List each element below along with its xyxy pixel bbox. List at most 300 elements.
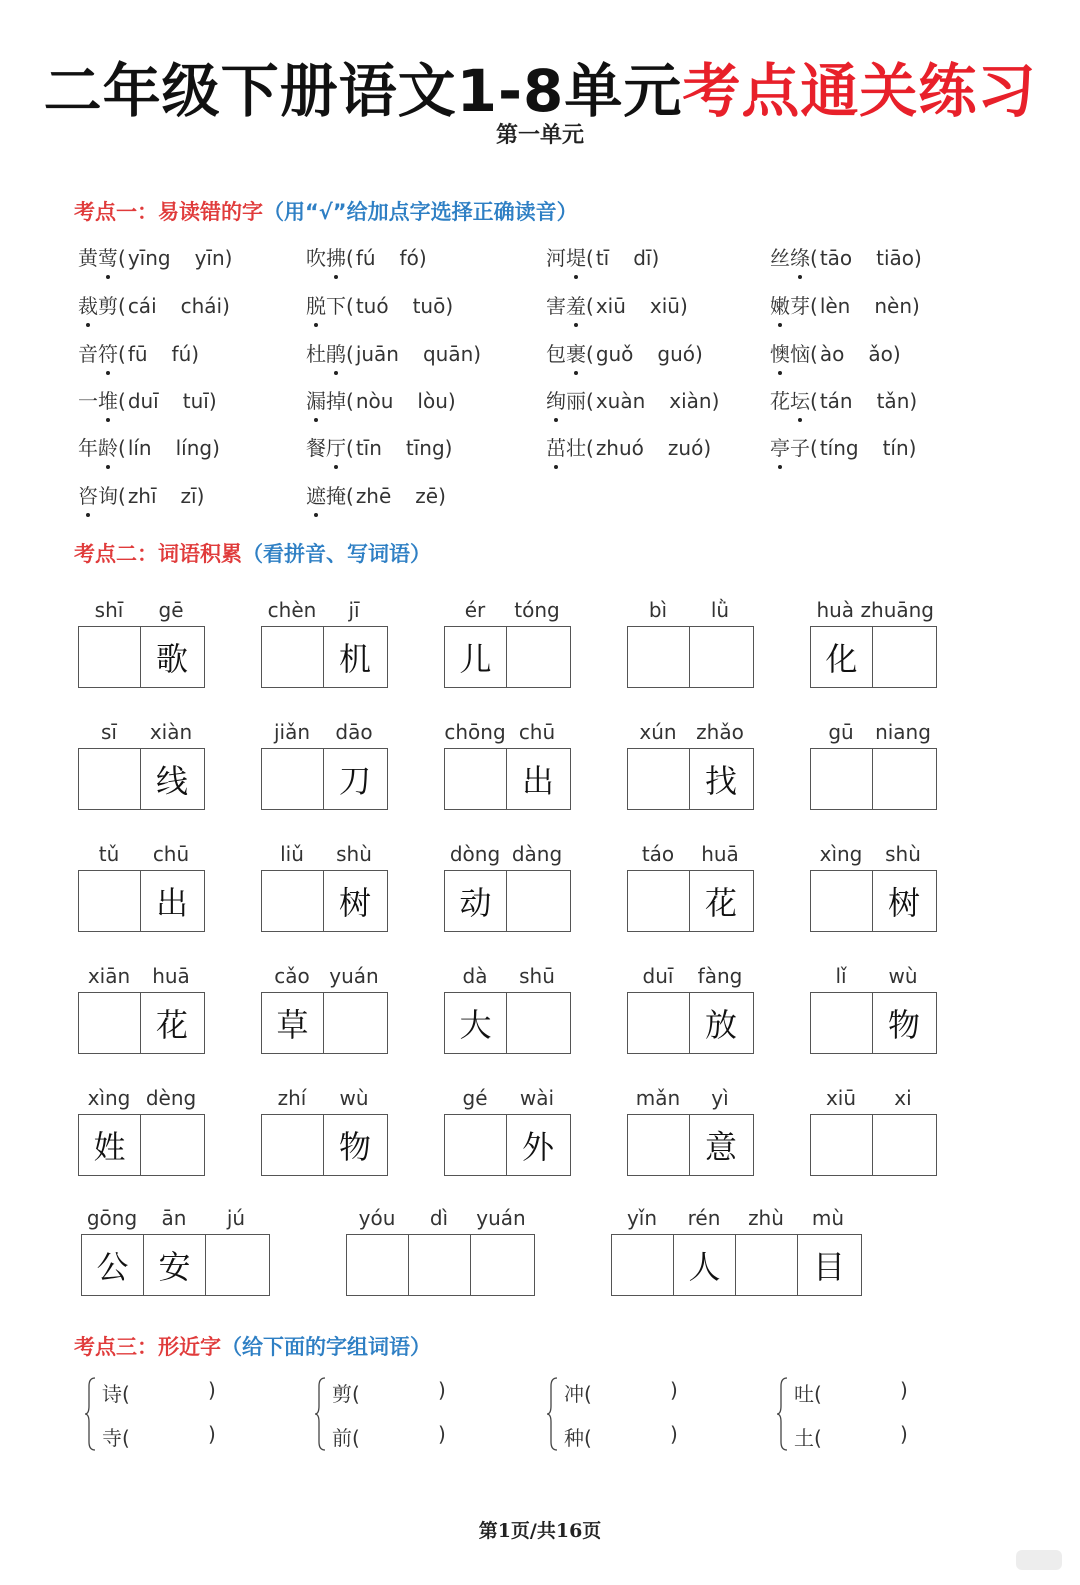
pronunciation-word: 花坛 xyxy=(770,389,810,413)
vocab-item-pinyin xyxy=(627,964,751,988)
paren-close: ) xyxy=(196,484,205,508)
emphasis-dot xyxy=(106,275,110,279)
vocab-item-grid xyxy=(78,870,205,932)
title-main: 二年级下册语文1-8单元 xyxy=(43,57,683,125)
pinyin-syllable: shù xyxy=(336,842,372,866)
reading-option-a[interactable]: tī xyxy=(595,246,610,270)
answer-cell[interactable] xyxy=(324,993,386,1053)
given-char: 外 xyxy=(521,1128,554,1166)
similar-char-line xyxy=(332,1378,446,1407)
given-char-cell xyxy=(445,993,507,1053)
reading-option-b[interactable]: líng xyxy=(175,436,213,460)
answer-cell[interactable] xyxy=(262,871,324,931)
title-accent: 考点通关练习 xyxy=(682,57,1037,125)
given-char: 出 xyxy=(155,884,188,922)
pinyin-syllable: ér xyxy=(464,598,486,622)
pinyin-syllable: gū xyxy=(828,720,854,744)
answer-cell[interactable] xyxy=(811,993,873,1053)
pinyin-syllable: gōng xyxy=(86,1206,138,1230)
vocab-item-pinyin xyxy=(627,842,751,866)
pinyin-syllable: jiǎn xyxy=(273,720,311,744)
paren-open: ( xyxy=(810,342,818,366)
vocab-item-pinyin xyxy=(261,842,385,866)
paren-close: ) xyxy=(695,342,703,366)
similar-char: 寺 xyxy=(102,1426,122,1450)
given-char-cell xyxy=(324,627,386,687)
emphasis-dot xyxy=(574,323,578,327)
similar-char: 前 xyxy=(332,1426,352,1450)
similar-char: 吐 xyxy=(794,1382,814,1406)
pinyin-syllable: tǔ xyxy=(98,842,120,866)
vocab-item-grid xyxy=(627,748,754,810)
emphasis-dot xyxy=(314,418,318,422)
vocab-item-pinyin xyxy=(611,1206,859,1230)
answer-paren-open[interactable]: ( xyxy=(584,1426,592,1450)
given-char-cell xyxy=(873,993,935,1053)
given-char: 人 xyxy=(688,1248,721,1286)
answer-cell[interactable] xyxy=(811,871,873,931)
reading-option-b[interactable]: tǎn xyxy=(876,389,910,413)
pinyin-syllable: huā xyxy=(152,964,190,988)
pronunciation-item xyxy=(306,480,446,509)
pinyin-syllable: xìng xyxy=(819,842,863,866)
similar-char-line xyxy=(332,1422,446,1451)
pronunciation-word: 亭子 xyxy=(770,436,810,460)
given-char: 树 xyxy=(338,884,371,922)
reading-option-a[interactable]: nòu xyxy=(355,389,394,413)
vocab-item-pinyin xyxy=(346,1206,532,1230)
pronunciation-word: 咨询 xyxy=(78,484,118,508)
answer-cell[interactable] xyxy=(628,749,690,809)
emphasis-dot xyxy=(798,275,802,279)
reading-option-b[interactable]: tuō xyxy=(412,294,446,318)
given-char: 找 xyxy=(704,762,737,800)
vocab-item-grid xyxy=(81,1234,270,1296)
given-char-cell xyxy=(82,1235,144,1295)
vocab-item-grid xyxy=(78,626,205,688)
emphasis-dot xyxy=(314,513,318,517)
answer-cell[interactable] xyxy=(206,1235,268,1295)
answer-cell[interactable] xyxy=(347,1235,409,1295)
pronunciation-word: 懊恼 xyxy=(770,342,810,366)
emphasis-dot xyxy=(106,465,110,469)
paren-open: ( xyxy=(810,389,818,413)
pronunciation-item xyxy=(78,290,230,319)
similar-char: 剪 xyxy=(332,1382,352,1406)
paren-open: ( xyxy=(586,246,594,270)
reading-option-b[interactable]: xiàn xyxy=(669,389,712,413)
vocab-item-pinyin xyxy=(444,598,568,622)
given-char: 歌 xyxy=(155,640,188,678)
pinyin-syllable: gé xyxy=(462,1086,488,1110)
pinyin-syllable: fàng xyxy=(697,964,743,988)
pronunciation-word: 害羞 xyxy=(546,294,586,318)
answer-cell[interactable] xyxy=(79,749,141,809)
emphasis-dot xyxy=(334,275,338,279)
paren-close: ) xyxy=(438,484,446,508)
paren-close: ) xyxy=(222,294,230,318)
answer-cell[interactable] xyxy=(873,1115,935,1175)
answer-cell[interactable] xyxy=(811,1115,873,1175)
pinyin-syllable: xiū xyxy=(825,1086,857,1110)
reading-option-a[interactable]: fú xyxy=(355,246,376,270)
reading-option-a[interactable]: tuó xyxy=(355,294,389,318)
answer-paren-open[interactable]: ( xyxy=(122,1426,130,1450)
emphasis-dot xyxy=(86,513,90,517)
reading-option-a[interactable]: duī xyxy=(127,389,159,413)
answer-cell[interactable] xyxy=(736,1235,798,1295)
vocab-item-pinyin xyxy=(810,720,934,744)
similar-char-line xyxy=(102,1422,216,1451)
paren-open: ( xyxy=(346,484,354,508)
pinyin-syllable: dāo xyxy=(335,720,373,744)
vocab-item-grid xyxy=(627,870,754,932)
pinyin-syllable: xiān xyxy=(87,964,131,988)
answer-cell[interactable] xyxy=(690,627,752,687)
answer-paren-open[interactable]: ( xyxy=(584,1382,592,1406)
pinyin-syllable: zhuāng xyxy=(860,598,934,622)
answer-cell[interactable] xyxy=(811,749,873,809)
vocab-item-grid xyxy=(346,1234,535,1296)
paren-open: ( xyxy=(118,436,126,460)
answer-paren-close: ) xyxy=(208,1422,216,1446)
section-2-heading xyxy=(74,538,431,568)
given-char: 树 xyxy=(887,884,920,922)
given-char-cell xyxy=(445,871,507,931)
pinyin-syllable: xi xyxy=(894,1086,912,1110)
vocab-item-grid xyxy=(611,1234,862,1296)
reading-option-b[interactable]: fó xyxy=(399,246,419,270)
paren-open: ( xyxy=(118,342,126,366)
vocab-item-grid xyxy=(627,1114,754,1176)
answer-cell[interactable] xyxy=(507,627,569,687)
pronunciation-word: 茁壮 xyxy=(546,436,586,460)
vocab-item-grid xyxy=(627,992,754,1054)
section-1-label: 考点一：易读错的字 xyxy=(74,200,263,224)
answer-cell[interactable] xyxy=(79,871,141,931)
given-char: 化 xyxy=(825,640,858,678)
answer-cell[interactable] xyxy=(262,749,324,809)
pinyin-syllable: zhǎo xyxy=(696,720,744,744)
pronunciation-word: 年龄 xyxy=(78,436,118,460)
reading-option-a[interactable]: xuàn xyxy=(595,389,646,413)
paren-open: ( xyxy=(118,389,126,413)
section-3-label: 考点三：形近字 xyxy=(74,1335,221,1359)
brace-icon xyxy=(776,1374,788,1454)
answer-cell[interactable] xyxy=(507,871,569,931)
answer-cell[interactable] xyxy=(507,993,569,1053)
paren-close: ) xyxy=(447,389,456,413)
answer-cell[interactable] xyxy=(445,749,507,809)
paren-open: ( xyxy=(346,294,354,318)
vocab-item-pinyin xyxy=(261,598,385,622)
pronunciation-word: 餐厅 xyxy=(306,436,346,460)
paren-open: ( xyxy=(118,484,126,508)
vocab-item-grid xyxy=(78,748,205,810)
reading-option-b[interactable]: tín xyxy=(882,436,909,460)
vocab-item-grid xyxy=(810,748,937,810)
reading-option-b[interactable]: tuī xyxy=(182,389,209,413)
paren-open: ( xyxy=(810,436,818,460)
reading-option-b[interactable]: dī xyxy=(633,246,652,270)
pinyin-syllable: táo xyxy=(641,842,675,866)
section-3-hint: （给下面的字组词语） xyxy=(221,1335,431,1359)
given-char-cell xyxy=(324,871,386,931)
pronunciation-word: 音符 xyxy=(78,342,118,366)
paren-open: ( xyxy=(346,246,354,270)
vocab-item-grid xyxy=(261,626,388,688)
answer-cell[interactable] xyxy=(873,749,935,809)
answer-cell[interactable] xyxy=(628,871,690,931)
paren-open: ( xyxy=(586,294,594,318)
pronunciation-item xyxy=(306,242,427,271)
pinyin-syllable: chōng xyxy=(444,720,506,744)
reading-option-b[interactable]: yīn xyxy=(194,246,225,270)
reading-option-a[interactable]: fū xyxy=(127,342,148,366)
pronunciation-word: 嫩芽 xyxy=(770,294,810,318)
pronunciation-item xyxy=(546,242,659,271)
similar-char-pair xyxy=(776,1374,926,1454)
pinyin-syllable: tóng xyxy=(514,598,560,622)
pronunciation-item xyxy=(546,338,703,367)
answer-cell[interactable] xyxy=(262,1115,324,1175)
given-char-cell xyxy=(141,993,203,1053)
pronunciation-item xyxy=(306,385,456,414)
reading-option-a[interactable]: zhuó xyxy=(595,436,644,460)
vocab-item-grid xyxy=(444,748,571,810)
answer-cell[interactable] xyxy=(262,627,324,687)
pinyin-syllable: shù xyxy=(885,842,921,866)
given-char: 物 xyxy=(338,1128,371,1166)
reading-option-b[interactable]: tīng xyxy=(405,436,445,460)
similar-char-pair xyxy=(314,1374,464,1454)
section-1-hint: （用“√”给加点字选择正确读音） xyxy=(263,200,578,224)
paren-close: ) xyxy=(212,436,220,460)
answer-cell[interactable] xyxy=(873,627,935,687)
answer-paren-open[interactable]: ( xyxy=(122,1382,130,1406)
given-char-cell xyxy=(262,993,324,1053)
pinyin-syllable: lǜ xyxy=(710,598,730,622)
pronunciation-item xyxy=(306,338,481,367)
paren-open: ( xyxy=(346,389,354,413)
reading-option-b[interactable]: ǎo xyxy=(868,342,893,366)
similar-char-pair xyxy=(84,1374,234,1454)
pinyin-syllable: rén xyxy=(687,1206,721,1230)
reading-option-a[interactable]: tíng xyxy=(819,436,859,460)
given-char-cell xyxy=(324,1115,386,1175)
pinyin-syllable: duī xyxy=(642,964,674,988)
pinyin-syllable: xiàn xyxy=(149,720,193,744)
answer-cell[interactable] xyxy=(141,1115,203,1175)
reading-option-a[interactable]: guǒ xyxy=(595,342,634,366)
vocab-item-grid xyxy=(810,1114,937,1176)
paren-close: ) xyxy=(445,294,454,318)
vocab-item-grid xyxy=(627,626,754,688)
reading-option-a[interactable]: lín xyxy=(127,436,152,460)
emphasis-dot xyxy=(314,323,318,327)
answer-cell[interactable] xyxy=(628,1115,690,1175)
reading-option-b[interactable]: guó xyxy=(657,342,696,366)
pinyin-syllable: mù xyxy=(811,1206,845,1230)
pronunciation-word: 吹拂 xyxy=(306,246,346,270)
emphasis-dot xyxy=(554,465,558,469)
reading-option-b[interactable]: tiāo xyxy=(876,246,915,270)
pinyin-syllable: yǐn xyxy=(626,1206,658,1230)
answer-cell[interactable] xyxy=(628,627,690,687)
pinyin-syllable: dòng xyxy=(449,842,501,866)
answer-cell[interactable] xyxy=(628,993,690,1053)
given-char: 动 xyxy=(459,884,492,922)
answer-cell[interactable] xyxy=(471,1235,533,1295)
answer-paren-open[interactable]: ( xyxy=(352,1426,360,1450)
reading-option-a[interactable]: cái xyxy=(127,294,157,318)
similar-char-line xyxy=(794,1378,908,1407)
emphasis-dot xyxy=(574,371,578,375)
emphasis-dot xyxy=(554,418,558,422)
pronunciation-word: 黄莺 xyxy=(78,246,118,270)
reading-option-b[interactable]: zī xyxy=(180,484,197,508)
reading-option-a[interactable]: xiū xyxy=(595,294,626,318)
page-title xyxy=(0,44,1080,128)
vocab-item-pinyin xyxy=(261,964,385,988)
pinyin-syllable: huā xyxy=(701,842,739,866)
emphasis-dot xyxy=(106,371,110,375)
similar-char-line xyxy=(102,1378,216,1407)
paren-close: ) xyxy=(711,389,720,413)
vocab-item-grid xyxy=(810,870,937,932)
given-char: 刀 xyxy=(338,762,371,800)
given-char-cell xyxy=(507,1115,569,1175)
reading-option-a[interactable]: tán xyxy=(819,389,853,413)
answer-paren-close: ) xyxy=(438,1422,446,1446)
pinyin-syllable: zhí xyxy=(277,1086,307,1110)
vocab-item-pinyin xyxy=(627,598,751,622)
answer-cell[interactable] xyxy=(409,1235,471,1295)
reading-option-a[interactable]: zhē xyxy=(355,484,392,508)
vocab-item-pinyin xyxy=(444,842,568,866)
similar-char: 诗 xyxy=(102,1382,122,1406)
vocab-item-grid xyxy=(444,1114,571,1176)
reading-option-b[interactable]: quān xyxy=(422,342,474,366)
section-2-label: 考点二：词语积累 xyxy=(74,542,242,566)
pinyin-syllable: shī xyxy=(94,598,124,622)
answer-cell[interactable] xyxy=(612,1235,674,1295)
pronunciation-item xyxy=(78,432,220,461)
given-char-cell xyxy=(873,871,935,931)
reading-option-a[interactable]: tīn xyxy=(355,436,382,460)
pronunciation-word: 河堤 xyxy=(546,246,586,270)
given-char-cell xyxy=(141,749,203,809)
reading-option-b[interactable]: xiū xyxy=(649,294,680,318)
given-char: 机 xyxy=(338,640,371,678)
pinyin-syllable: chū xyxy=(518,720,556,744)
vocab-item-pinyin xyxy=(627,1086,751,1110)
pinyin-syllable: dà xyxy=(462,964,488,988)
pronunciation-item xyxy=(546,385,719,414)
emphasis-dot xyxy=(574,275,578,279)
given-char-cell xyxy=(507,749,569,809)
vocab-item-pinyin xyxy=(810,598,934,622)
reading-option-b[interactable]: zē xyxy=(415,484,439,508)
vocab-item-pinyin xyxy=(810,964,934,988)
reading-option-a[interactable]: yīng xyxy=(127,246,171,270)
reading-option-b[interactable]: zuó xyxy=(667,436,704,460)
reading-option-a[interactable]: lèn xyxy=(819,294,851,318)
pinyin-syllable: dàng xyxy=(511,842,563,866)
vocab-item-grid xyxy=(78,1114,205,1176)
unit-subtitle: 第一单元 xyxy=(495,123,584,148)
paren-open: ( xyxy=(118,294,126,318)
given-char-cell xyxy=(141,871,203,931)
given-char-cell xyxy=(690,1115,752,1175)
pronunciation-item xyxy=(770,338,901,367)
paren-open: ( xyxy=(810,294,818,318)
vocab-item-grid xyxy=(444,870,571,932)
emphasis-dot xyxy=(86,323,90,327)
vocab-item-pinyin xyxy=(810,1086,934,1110)
given-char: 姓 xyxy=(93,1128,126,1166)
vocab-item-grid xyxy=(810,626,937,688)
vocab-item-grid xyxy=(444,626,571,688)
paren-close: ) xyxy=(892,342,901,366)
given-char-cell xyxy=(79,1115,141,1175)
answer-paren-open[interactable]: ( xyxy=(352,1382,360,1406)
paren-close: ) xyxy=(914,246,922,270)
similar-char: 冲 xyxy=(564,1382,584,1406)
reading-option-b[interactable]: lòu xyxy=(417,389,448,413)
pronunciation-item xyxy=(770,385,917,414)
answer-paren-open[interactable]: ( xyxy=(814,1382,822,1406)
pinyin-syllable: chèn xyxy=(267,598,317,622)
pinyin-syllable: yóu xyxy=(358,1206,396,1230)
pinyin-syllable: liǔ xyxy=(280,842,304,866)
answer-cell[interactable] xyxy=(79,993,141,1053)
watermark-badge xyxy=(1016,1550,1062,1570)
pronunciation-word: 漏掉 xyxy=(306,389,346,413)
brace-icon xyxy=(546,1374,558,1454)
given-char-cell xyxy=(690,871,752,931)
answer-cell[interactable] xyxy=(445,1115,507,1175)
brace-icon xyxy=(314,1374,326,1454)
reading-option-b[interactable]: nèn xyxy=(874,294,913,318)
vocab-item-pinyin xyxy=(261,1086,385,1110)
answer-paren-open[interactable]: ( xyxy=(814,1426,822,1450)
pronunciation-item xyxy=(306,432,452,461)
pronunciation-word: 一堆 xyxy=(78,389,118,413)
given-char: 花 xyxy=(704,884,737,922)
reading-option-a[interactable]: juān xyxy=(355,342,399,366)
given-char-cell xyxy=(674,1235,736,1295)
reading-option-a[interactable]: ào xyxy=(819,342,845,366)
pronunciation-item xyxy=(78,385,217,414)
emphasis-dot xyxy=(798,418,802,422)
given-char: 公 xyxy=(96,1248,129,1286)
reading-option-b[interactable]: fú xyxy=(171,342,192,366)
pinyin-syllable: wài xyxy=(519,1086,555,1110)
reading-option-a[interactable]: zhī xyxy=(127,484,157,508)
paren-open: ( xyxy=(586,342,594,366)
reading-option-a[interactable]: tāo xyxy=(819,246,853,270)
paren-open: ( xyxy=(810,246,818,270)
pinyin-syllable: huà xyxy=(816,598,855,622)
vocab-item-grid xyxy=(444,992,571,1054)
vocab-item-pinyin xyxy=(261,720,385,744)
given-char-cell xyxy=(798,1235,860,1295)
pinyin-syllable: shū xyxy=(519,964,555,988)
reading-option-b[interactable]: chái xyxy=(180,294,223,318)
vocab-item-grid xyxy=(261,870,388,932)
answer-cell[interactable] xyxy=(79,627,141,687)
